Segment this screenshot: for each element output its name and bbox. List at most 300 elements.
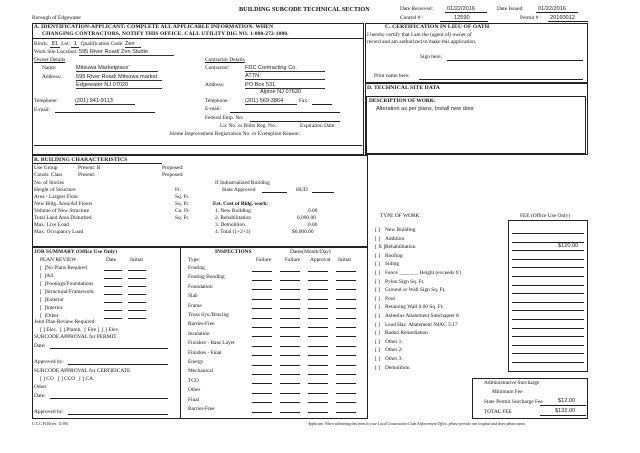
approval-date-field[interactable] <box>308 308 328 309</box>
plan-review-heading: PLAN REVIEW <box>40 257 77 263</box>
work-type-checkbox[interactable]: [ ] <box>375 330 380 337</box>
home-improvement-label: Home Improvement Registration No. or Exemption Reason: <box>170 131 301 137</box>
inspection-initial-field[interactable] <box>336 289 356 290</box>
checkbox-bracket[interactable]: [ ] <box>40 273 47 279</box>
approval-date-field[interactable] <box>308 383 328 384</box>
co-option[interactable]: [ ] CO <box>40 376 54 382</box>
checkbox-bracket[interactable]: [ ] <box>40 265 47 271</box>
cert-date-field[interactable] <box>50 398 168 399</box>
sign-here-label: Sign here: <box>420 54 443 60</box>
work-type-checkbox[interactable]: [ ] <box>375 304 380 311</box>
new-bldg-area-label: New Bldg. Area/All Floors <box>34 201 93 207</box>
plan-initial-field[interactable] <box>128 302 146 303</box>
work-type-fee-field[interactable] <box>512 259 584 260</box>
failure-date-field[interactable] <box>252 327 272 328</box>
contractor-label: Contractor: <box>205 65 230 71</box>
joint-plan-label: Joint Plan Review Required: <box>34 319 96 325</box>
failure-date-field[interactable] <box>252 299 272 300</box>
owner-name-field[interactable]: Mitsuwa Marketplace' <box>76 65 158 72</box>
owner-address2-field[interactable]: Edgewater NJ 07020 <box>76 82 162 89</box>
state-surcharge-label: State Permit Surcharge Fee <box>484 399 543 405</box>
state-surcharge-value[interactable]: $12.00 <box>558 398 576 404</box>
hud-label: HUD <box>296 187 308 193</box>
cost-new-building-label: 1. New Building <box>215 208 251 214</box>
work-type-item[interactable] <box>375 261 399 267</box>
inspection-initial-field[interactable] <box>336 412 356 413</box>
subcode-approval-cert: SUBCODE APPROVAL for CERTIFICATE <box>34 368 131 374</box>
minimum-fee-label: Minimum Fee <box>492 389 523 395</box>
work-type-fee-field[interactable] <box>512 362 584 363</box>
checkbox-bracket[interactable]: [ ] <box>40 313 47 319</box>
inspection-type-label: Final <box>188 396 200 403</box>
owner-address1-field[interactable]: 595 River Road/ Mitsuwa market <box>76 74 162 81</box>
failure-date-field[interactable] <box>252 308 272 309</box>
height-unit: Ft. <box>175 187 181 193</box>
work-type-fee-field[interactable] <box>512 233 584 234</box>
failure-date-field[interactable] <box>252 280 272 281</box>
fax-label: Fax: <box>299 98 309 104</box>
plan-review-item-label: Structural/Framework <box>46 289 94 295</box>
work-type-label: Radon Remediation <box>385 330 428 337</box>
contractor-address2-field[interactable]: Alpine NJ 07620 <box>260 89 302 95</box>
cost-demolition-label: 3. Demolition <box>215 222 245 228</box>
work-type-checkbox[interactable]: [ ] <box>375 270 380 276</box>
plan-initial-field[interactable] <box>128 318 146 319</box>
use-group-present: Present: B <box>78 165 101 171</box>
description-text[interactable]: Alteration as per plans, Install new door <box>376 106 474 112</box>
failure2-date-field[interactable] <box>280 383 300 384</box>
approval-date-field[interactable] <box>308 355 328 356</box>
work-type-item[interactable] <box>375 304 444 310</box>
hud-field[interactable] <box>312 192 334 193</box>
work-type-checkbox[interactable]: [ ] <box>375 235 380 242</box>
contractor-email-label: E-mail: <box>205 106 222 112</box>
date-issued-value[interactable]: 01/22/2016 <box>538 5 566 12</box>
plan-date-field[interactable] <box>104 294 122 295</box>
inspection-initial-field[interactable] <box>336 355 356 356</box>
plan-review-item-label: Footings/Foundations <box>46 281 94 287</box>
inspections-title: INSPECTIONS <box>215 249 252 255</box>
print-name-field[interactable] <box>419 79 583 80</box>
inspection-type-label: Frame <box>188 302 202 309</box>
permit-approved-by-label: Approved by: <box>34 359 64 365</box>
cost-total-value[interactable]: $6,000.00 <box>292 229 314 235</box>
owner-email-label: E-mail: <box>34 107 51 113</box>
work-type-item[interactable] <box>375 356 403 362</box>
inspection-initial-field[interactable] <box>336 374 356 375</box>
section-a-title-line1: A. IDENTIFICATION-APPLICANT: COMPLETE ALL APPLICABLE INFORMATION. WHEN <box>34 24 274 30</box>
failure2-date-field[interactable] <box>280 271 300 272</box>
use-group-proposed: Proposed: <box>162 165 184 171</box>
checkbox-bracket[interactable]: [ ] <box>40 281 47 287</box>
owner-address-label: Address: <box>42 74 62 80</box>
inspection-type-label: TCO <box>188 377 199 384</box>
contractor-address-label: Address: <box>205 82 225 88</box>
print-name-label: Print name here: <box>374 73 410 79</box>
section-a-title-line2: CHANGING CONTRACTORS, NOTIFY THIS OFFICE. CALL UTILITY DIG NO. 1-800-272-1000. <box>42 31 289 37</box>
work-type-fee-field[interactable] <box>512 276 584 277</box>
certification-text-line1: I hereby certify that I am the (agent of) owner of <box>367 32 472 38</box>
block-field[interactable]: 81 <box>51 41 58 47</box>
work-type-fee-field[interactable] <box>512 319 584 320</box>
permit-date-label: Date: <box>34 343 46 349</box>
control-label: Control # : <box>400 15 424 21</box>
work-type-fee-field[interactable] <box>512 353 584 354</box>
form-code: U.C.C.F110(rev. 11/09) <box>32 422 68 426</box>
plumb-option[interactable]: [ ] Plumb. <box>59 327 82 333</box>
plan-initial-field[interactable] <box>128 310 146 311</box>
failure2-date-field[interactable] <box>280 327 300 328</box>
fire-option[interactable]: [ Fire ] <box>84 327 100 333</box>
inspection-initial-field[interactable] <box>336 308 356 309</box>
work-type-item[interactable] <box>375 270 461 276</box>
work-type-checkbox[interactable]: [ ] <box>375 356 380 362</box>
owner-name-label: Name: <box>42 65 57 71</box>
approval-date-field[interactable] <box>308 374 328 375</box>
type-of-work-heading: TYPE OF WORK: <box>380 213 421 219</box>
plan-date-field[interactable] <box>104 318 122 319</box>
cost-rehab-value[interactable]: 6,000.00 <box>297 215 316 221</box>
failure-date-field[interactable] <box>252 402 272 403</box>
work-type-label: Lead Haz. Abatement NJAC 5:17 <box>385 321 458 328</box>
failure2-date-field[interactable] <box>280 355 300 356</box>
work-type-fee-field[interactable] <box>512 250 584 251</box>
inspection-initial-field[interactable] <box>336 393 356 394</box>
control-number[interactable]: 12590 <box>454 14 470 21</box>
approval-date-field[interactable] <box>308 299 328 300</box>
work-type-label: Demolition <box>385 364 410 371</box>
inspection-type-label: Finishes - Base Layer <box>188 340 235 347</box>
permit-date-field[interactable] <box>50 348 168 349</box>
inspection-dates-title: Dates(Month/Day) <box>290 249 331 255</box>
total-land-label: Total Land Area Disturbed <box>34 215 92 221</box>
work-type-label: Other 2: <box>385 347 403 354</box>
approval-date-field[interactable] <box>308 271 328 272</box>
borough-name: Borough of Edgewater <box>32 15 82 21</box>
work-type-item[interactable] <box>375 296 395 302</box>
failure2-date-field[interactable] <box>280 374 300 375</box>
failure-date-field[interactable] <box>252 355 272 356</box>
owner-telephone-field[interactable]: (201) 941-9113 <box>75 98 135 105</box>
work-type-label: Addition <box>385 235 405 242</box>
work-type-item[interactable] <box>375 339 403 345</box>
work-type-fee-field[interactable] <box>512 310 584 311</box>
failure-date-field[interactable] <box>252 383 272 384</box>
work-type-checkbox[interactable]: [ ] <box>375 313 380 319</box>
inspection-type-label: Finishes - Final <box>188 349 222 356</box>
form-title: BUILDING SUBCODE TECHNICAL SECTION <box>239 6 370 13</box>
work-type-label: Other 3: <box>385 356 403 362</box>
work-type-label: New Building <box>385 227 416 233</box>
description-box[interactable] <box>366 96 586 154</box>
plan-initial-field[interactable] <box>128 270 146 271</box>
work-type-fee-field[interactable] <box>512 293 584 294</box>
cco-option[interactable]: [ ] CCO <box>57 376 76 382</box>
failure2-date-field[interactable] <box>280 365 300 366</box>
inspection-type-label: Barrier-Free <box>188 321 215 328</box>
work-type-fee-field[interactable] <box>512 285 584 286</box>
plan-date-field[interactable] <box>104 286 122 287</box>
work-type-item[interactable] <box>375 227 415 233</box>
inspection-initial-field[interactable] <box>336 299 356 300</box>
work-type-item[interactable] <box>375 236 404 242</box>
work-type-checkbox[interactable]: [ ] <box>375 227 380 233</box>
failure-date-field[interactable] <box>252 374 272 375</box>
plan-initial-field[interactable] <box>128 294 146 295</box>
lic-no-label: Lic No. or Bldrs Reg. No.: <box>220 123 278 129</box>
work-type-fee-field[interactable] <box>512 371 584 372</box>
failure-date-field[interactable] <box>252 393 272 394</box>
plan-date-field[interactable] <box>104 302 122 303</box>
contractor-details-heading: Contractor Details <box>205 57 245 63</box>
cert-approved-by-field[interactable] <box>68 414 168 415</box>
inspection-type-label: Footing <box>188 265 205 271</box>
work-type-fee-field[interactable] <box>512 336 584 337</box>
work-type-fee-field[interactable] <box>512 302 584 303</box>
work-type-checkbox[interactable]: [ ] <box>375 261 380 268</box>
constr-class-label: Constr. Class <box>34 172 63 178</box>
work-type-label: Siding <box>385 261 400 268</box>
failure-date-field[interactable] <box>252 346 272 347</box>
inspection-type-label: Insulation <box>188 330 210 337</box>
plan-review-item[interactable] <box>40 281 93 287</box>
failure-date-field[interactable] <box>252 318 272 319</box>
plan-review-item[interactable] <box>40 273 53 279</box>
approval-date-field[interactable] <box>308 289 328 290</box>
work-type-checkbox[interactable]: [ ] <box>375 364 380 371</box>
work-type-item[interactable] <box>375 322 458 328</box>
admin-surcharge-label: Administrative Surcharge <box>484 380 540 386</box>
plan-date-field[interactable] <box>104 278 122 279</box>
checkbox-bracket[interactable]: [ ] <box>40 305 47 311</box>
contractor-email-field[interactable] <box>230 112 340 113</box>
joint-plan-options <box>40 327 119 333</box>
total-fee-value[interactable]: $132.00 <box>555 408 576 414</box>
inspection-type-label: Truss Sys./Bracing <box>188 312 229 318</box>
work-type-label: Pylon Sign Sq. Ft. <box>385 278 425 285</box>
est-cost-heading: Est. Cost of Bldg. work: <box>213 201 269 207</box>
inspection-type-heading: Type: <box>188 257 201 263</box>
plan-review-item[interactable] <box>40 289 94 295</box>
date-received-label: Date Received: <box>400 6 434 12</box>
plan-review-item-label: All <box>46 273 54 279</box>
failure2-date-field[interactable] <box>280 318 300 319</box>
ca-option[interactable]: [ ] CA <box>79 376 94 382</box>
work-type-label: Rehabilitation <box>385 244 416 251</box>
work-type-checkbox[interactable]: [ ] <box>375 278 380 285</box>
inspection-type-label: Foundation <box>188 283 213 290</box>
failure2-date-field[interactable] <box>280 289 300 290</box>
failure-date-field[interactable] <box>252 412 272 413</box>
work-type-item[interactable] <box>375 347 403 353</box>
work-type-checkbox[interactable]: [ ] <box>375 347 380 354</box>
plan-review-item[interactable] <box>40 305 62 311</box>
inspection-type-label: Footing Bonding <box>188 274 225 281</box>
approval-date-field[interactable] <box>308 280 328 281</box>
qualification-field[interactable]: Zen <box>125 41 141 48</box>
failure2-date-field[interactable] <box>280 393 300 394</box>
cert-options <box>40 376 93 382</box>
volume-unit: Cu. Ft. <box>175 208 190 214</box>
work-type-checkbox[interactable]: [ ] <box>375 252 380 259</box>
cost-demolition-value[interactable]: 0.00 <box>308 222 318 228</box>
permit-label: Permit # : <box>520 15 542 21</box>
elec-option[interactable]: [ ] Elec. <box>40 327 58 333</box>
approval-heading: Approval <box>310 257 331 263</box>
contractor-telephone-field[interactable]: (201) 569-3864 <box>245 98 297 105</box>
constr-class-present: Present: <box>78 172 96 178</box>
contractor-telephone-label: Telephone: <box>205 98 229 104</box>
applicant-note: Applicant: When submitting this form to your Local Construction Code Enforcement Office, please provide one original and three photocopies. <box>308 422 526 426</box>
inspection-initial-field[interactable] <box>336 402 356 403</box>
approval-date-field[interactable] <box>308 402 328 403</box>
state-approved-field[interactable] <box>262 192 287 193</box>
work-site-row: Work Site Location: 595 River Road/ Zen Studio <box>34 49 174 56</box>
permit-approved-by-field[interactable] <box>68 364 168 365</box>
federal-emp-label: Federal Emp. No: <box>205 115 244 121</box>
contractor-address1-field[interactable]: PO Box 531 <box>245 82 325 89</box>
fax-field[interactable] <box>312 104 332 105</box>
inspection-initial-field[interactable] <box>336 318 356 319</box>
inspection-initial-heading: Initial <box>338 257 351 263</box>
inspection-initial-field[interactable] <box>336 336 356 337</box>
area-largest-label: Area - Largest Floor <box>34 194 79 200</box>
failure-date-field[interactable] <box>252 336 272 337</box>
constr-class-proposed: Proposed: <box>162 172 184 178</box>
checkbox-bracket[interactable]: [ ] <box>40 297 47 303</box>
failure2-date-field[interactable] <box>280 346 300 347</box>
owner-details-heading: Owner Details <box>34 57 66 63</box>
signature-field[interactable] <box>447 60 583 61</box>
permit-number[interactable]: 20160012 <box>550 14 575 21</box>
work-type-item[interactable] <box>375 279 424 285</box>
total-fee-label: TOTAL FEE <box>484 409 512 415</box>
work-type-checkbox[interactable]: [ ] <box>375 338 380 345</box>
work-type-checkbox[interactable]: [ ] <box>375 295 380 302</box>
inspection-initial-field[interactable] <box>336 327 356 328</box>
work-type-label: Other 1: <box>385 338 403 345</box>
failure2-date-field[interactable] <box>280 299 300 300</box>
work-type-item[interactable] <box>375 313 459 319</box>
work-type-item[interactable] <box>375 244 416 250</box>
section-b-title: B. BUILDING CHARACTERISTICS <box>34 157 128 163</box>
work-type-item[interactable] <box>375 253 403 259</box>
plan-initial-field[interactable] <box>128 286 146 287</box>
work-type-checkbox[interactable]: [ ] <box>375 321 380 328</box>
max-occ-label: Max. Occupancy Load <box>34 229 84 235</box>
fee-heading: FEE (Office Use Only) <box>520 213 571 219</box>
failure2-date-field[interactable] <box>280 308 300 309</box>
work-type-checkbox[interactable]: [ X ] <box>375 244 386 251</box>
section-c-title: C. CERTIFICATION IN LIEU OF OATH <box>385 24 490 30</box>
work-type-label: Pool <box>385 295 395 302</box>
plan-date-field[interactable] <box>104 270 122 271</box>
inspection-type-label: Barrier-Free <box>188 406 215 412</box>
new-bldg-area-unit: Sq. Ft. <box>175 201 190 207</box>
attn-field[interactable]: ATTN: <box>245 73 325 80</box>
elev-option[interactable]: [ ] Elev. <box>102 327 120 333</box>
work-type-label: Retaining Wall 0.00 Sq. Ft. <box>385 304 444 311</box>
industrialized-label: If Industrialized Building <box>215 180 270 186</box>
state-approved-label: State Approved <box>222 187 256 193</box>
volume-label: Volume of New Structure <box>34 208 90 214</box>
cert-approved-by-label: Approved by: <box>34 409 64 415</box>
work-type-label: Asbestos Abatement Subchapter 8 <box>385 313 459 319</box>
lot-field[interactable]: 1 <box>71 41 79 48</box>
work-type-fee-field[interactable] <box>512 345 584 346</box>
approval-date-field[interactable] <box>308 393 328 394</box>
plan-initial-field[interactable] <box>128 278 146 279</box>
owner-telephone-label: Telephone: <box>34 98 58 104</box>
contractor-name-field[interactable]: FDC Contracting Co. <box>245 65 325 72</box>
approval-date-field[interactable] <box>308 412 328 413</box>
work-site-field[interactable]: 595 River Road/ Zen Studio <box>79 49 174 56</box>
approval-date-field[interactable] <box>308 327 328 328</box>
expiration-label: Expiration Date: <box>300 123 336 129</box>
federal-emp-field[interactable] <box>250 121 340 122</box>
work-type-label: Roofing <box>385 252 403 259</box>
failure-date-field[interactable] <box>252 365 272 366</box>
failure2-date-field[interactable] <box>280 336 300 337</box>
cost-rehab-label: 2. Rehabilitation <box>215 215 251 221</box>
failure-date-field[interactable] <box>252 289 272 290</box>
work-type-fee-field[interactable] <box>512 328 584 329</box>
plan-date-field[interactable] <box>104 310 122 311</box>
work-type-item[interactable] <box>375 287 445 293</box>
work-type-fee-field[interactable] <box>512 267 584 268</box>
failure2-date-field[interactable] <box>280 280 300 281</box>
cert-date-label: Date: <box>34 393 46 399</box>
approval-date-field[interactable] <box>308 346 328 347</box>
description-label: DESCRIPTION OF WORK: <box>369 98 436 104</box>
failure-date-field[interactable] <box>252 271 272 272</box>
inspection-initial-field[interactable] <box>336 346 356 347</box>
cost-total-label: 4. Total (1+2+3) <box>215 229 251 235</box>
job-summary-title: JOB SUMMARY (Office Use Only) <box>34 249 118 255</box>
checkbox-bracket[interactable]: [ ] <box>40 289 47 295</box>
inspection-type-label: Mechanical <box>188 368 214 375</box>
inspection-initial-field[interactable] <box>336 365 356 366</box>
approval-date-field[interactable] <box>308 365 328 366</box>
failure2-heading: Failure <box>285 257 301 263</box>
approval-date-field[interactable] <box>308 336 328 337</box>
plan-review-item-label: Other <box>46 313 59 319</box>
height-structure-label: Height of Structure <box>34 187 76 193</box>
subcode-approval-permit: SUBCODE APPROVAL for PERMIT <box>34 334 117 340</box>
failure2-date-field[interactable] <box>280 402 300 403</box>
failure2-date-field[interactable] <box>280 412 300 413</box>
approval-date-field[interactable] <box>308 318 328 319</box>
rehab-fee-value[interactable]: $120.00 <box>558 243 579 250</box>
plan-review-item[interactable] <box>40 297 64 303</box>
date-received-value[interactable]: 01/22/2016 <box>447 5 475 12</box>
inspection-initial-field[interactable] <box>336 280 356 281</box>
total-land-unit: Sq. Ft. <box>175 215 190 221</box>
work-type-label: Ground or Wall Sign Sq. Ft. <box>385 287 446 294</box>
work-type-item[interactable] <box>375 330 428 336</box>
inspection-type-label: Other <box>188 387 201 394</box>
work-type-item[interactable] <box>375 365 410 371</box>
inspection-initial-field[interactable] <box>336 383 356 384</box>
owner-email-field[interactable] <box>55 112 155 113</box>
plan-review-item[interactable] <box>40 265 87 271</box>
inspection-initial-field[interactable] <box>336 271 356 272</box>
work-type-checkbox[interactable]: [ ] <box>375 287 380 294</box>
block-lot-row: Block: 81 Lot: 1 Qualification Code: Zen <box>34 41 141 48</box>
failure-heading: Failure <box>256 257 272 263</box>
cost-new-building-value[interactable]: 0.00 <box>308 208 318 214</box>
certification-text-line2: record and am authorized to make this application. <box>367 39 477 45</box>
